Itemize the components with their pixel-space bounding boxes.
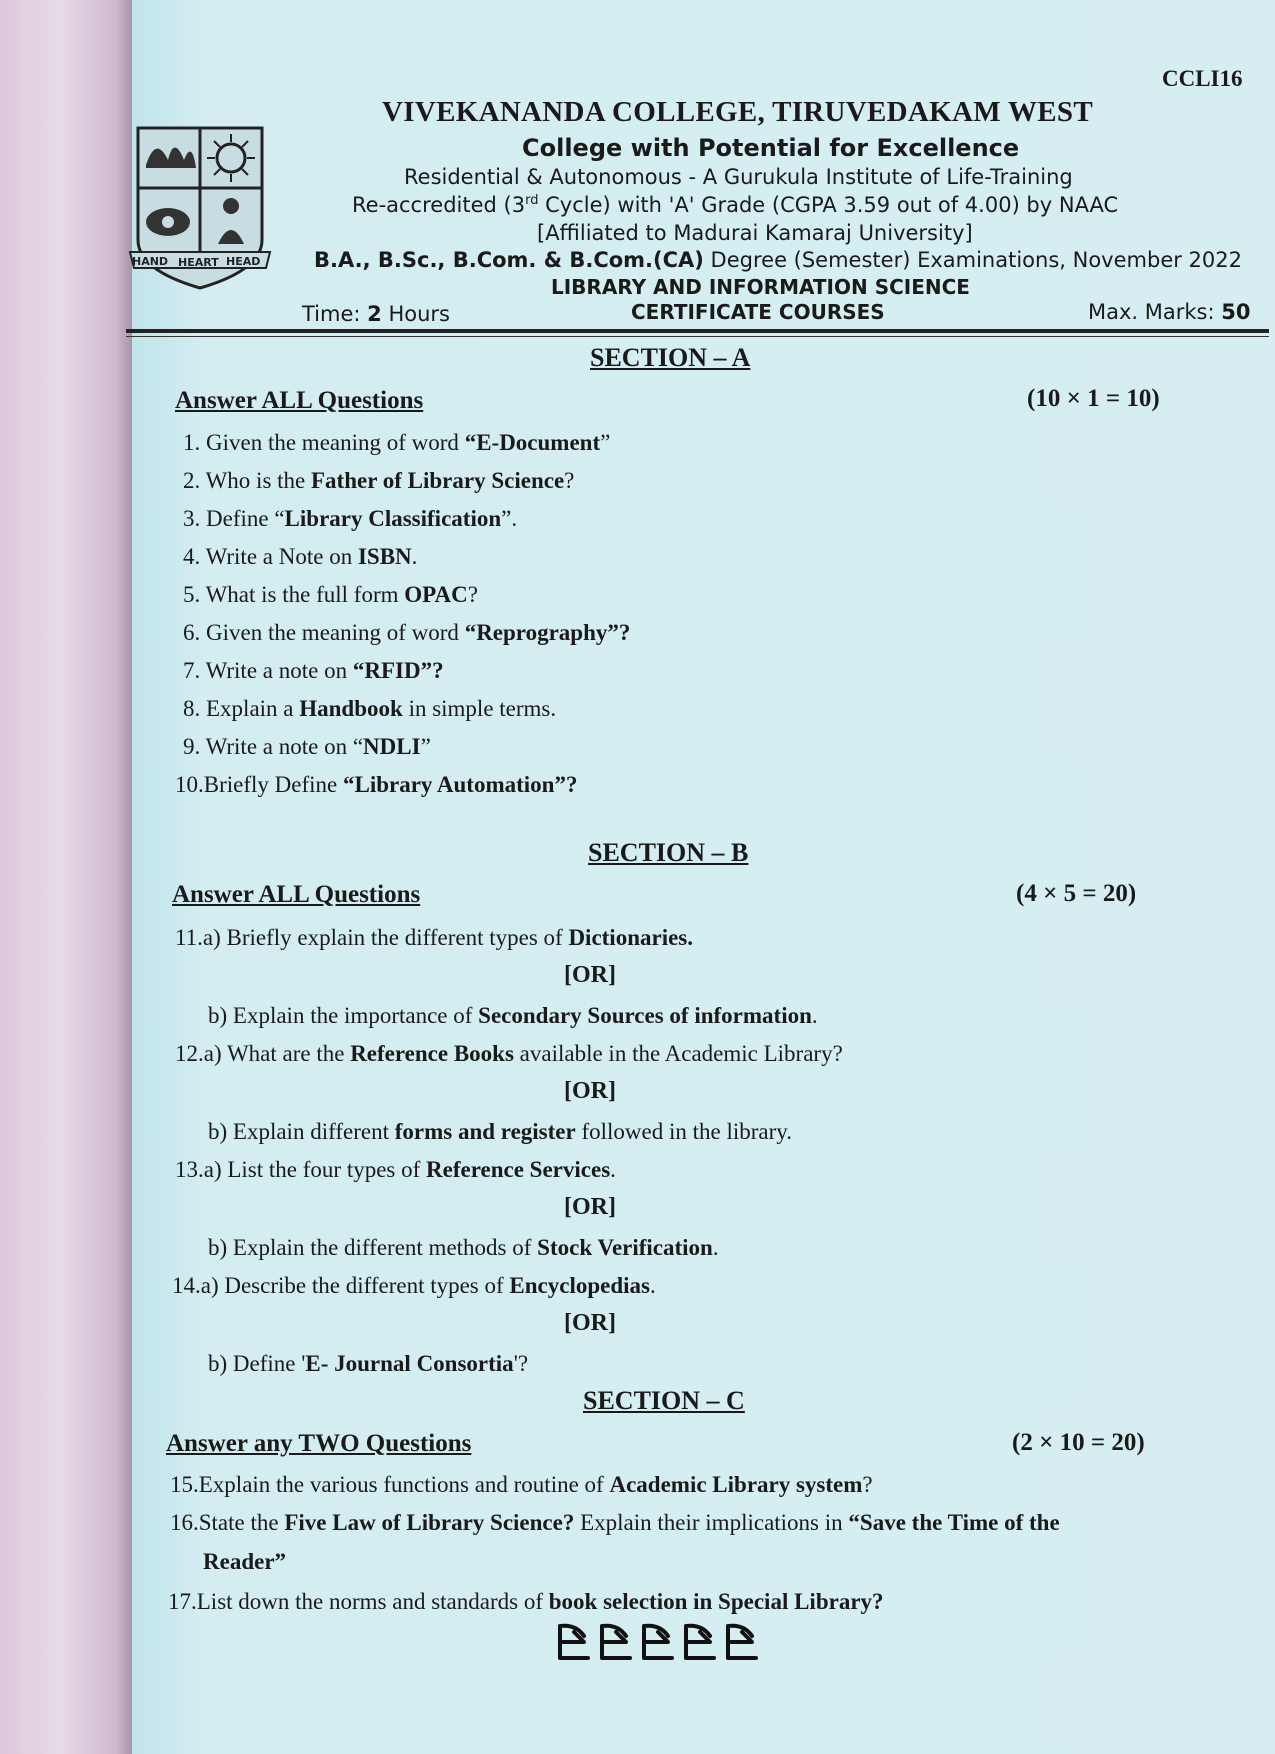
section-c-title: SECTION – C	[583, 1386, 745, 1415]
college-name: VIVEKANANDA COLLEGE, TIRUVEDAKAM WEST	[382, 96, 1093, 128]
section-a-title: SECTION – A	[590, 343, 751, 372]
college-tagline: College with Potential for Excellence	[522, 134, 1020, 162]
book-spine	[0, 0, 132, 1754]
or-separator-14: [OR]	[564, 1310, 616, 1336]
question-3: 3. Define “Library Classification”.	[183, 506, 518, 531]
question-5: 5. What is the full form OPAC?	[183, 582, 478, 607]
question-9: 9. Write a note on “NDLI”	[183, 734, 431, 759]
section-b-title: SECTION – B	[588, 838, 749, 867]
course-title: CERTIFICATE COURSES	[631, 300, 885, 324]
question-1: 1. Given the meaning of word “E-Document”	[183, 430, 611, 455]
question-11a: 11.a) Briefly explain the different types of Dictionaries.	[175, 925, 693, 950]
motto-hand: HAND	[132, 255, 169, 268]
exam-line: B.A., B.Sc., B.Com. & B.Com.(CA) Degree (Semester) Examinations, November 2022	[314, 248, 1242, 272]
section-a-instruction: Answer ALL Questions	[175, 387, 424, 414]
question-10: 10.Briefly Define “Library Automation”?	[175, 772, 578, 797]
question-2: 2. Who is the Father of Library Science?	[183, 468, 575, 493]
max-marks: Max. Marks: 50	[1088, 300, 1251, 324]
or-separator-13: [OR]	[564, 1194, 616, 1220]
question-14b: b) Define 'E- Journal Consortia'?	[208, 1351, 529, 1376]
affiliation-line: [Affiliated to Madurai Kamaraj University]	[537, 221, 973, 245]
question-13a: 13.a) List the four types of Reference Services.	[175, 1157, 616, 1182]
question-4: 4. Write a Note on ISBN.	[183, 544, 418, 569]
subject-title: LIBRARY AND INFORMATION SCIENCE	[551, 275, 970, 299]
question-12a: 12.a) What are the Reference Books available in the Academic Library?	[175, 1041, 843, 1066]
section-c-instruction: Answer any TWO Questions	[166, 1430, 472, 1457]
question-16: 16.State the Five Law of Library Science? Explain their implications in “Save the Time of the	[170, 1510, 1060, 1535]
question-8: 8. Explain a Handbook in simple terms.	[183, 696, 557, 721]
section-b-marks: (4 × 5 = 20)	[1016, 880, 1137, 907]
question-6: 6. Given the meaning of word “Reprography”?	[183, 620, 631, 645]
question-7: 7. Write a note on “RFID”?	[183, 658, 444, 683]
section-b-instruction: Answer ALL Questions	[172, 881, 421, 908]
time-allowed: Time: 2 Hours	[302, 302, 450, 326]
question-14a: 14.a) Describe the different types of Encyclopedias.	[172, 1273, 656, 1298]
accreditation-line: Re-accredited (3rd Cycle) with 'A' Grade (CGPA 3.59 out of 4.00) by NAAC	[352, 193, 1119, 217]
college-emblem-icon	[126, 120, 274, 298]
question-16-continued: Reader”	[203, 1549, 287, 1574]
section-a-marks: (10 × 1 = 10)	[1027, 385, 1160, 412]
or-separator-12: [OR]	[564, 1078, 616, 1104]
question-13b: b) Explain the different methods of Stock Verification.	[208, 1235, 719, 1260]
header-divider	[126, 329, 1269, 333]
college-description: Residential & Autonomous - A Gurukula Institute of Life-Training	[404, 165, 1073, 189]
question-12b: b) Explain different forms and register followed in the library.	[208, 1119, 793, 1144]
header-divider-thin	[126, 336, 1269, 337]
question-15: 15.Explain the various functions and routine of Academic Library system?	[170, 1472, 873, 1497]
question-17: 17.List down the norms and standards of book selection in Special Library?	[168, 1589, 884, 1614]
motto-head: HEAD	[226, 255, 261, 268]
ending-flourish-icon	[554, 1618, 784, 1664]
or-separator-11: [OR]	[564, 962, 616, 988]
motto-heart: HEART	[178, 256, 219, 269]
section-c-marks: (2 × 10 = 20)	[1012, 1429, 1145, 1456]
question-11b: b) Explain the importance of Secondary Sources of information.	[208, 1003, 818, 1028]
paper-code: CCLI16	[1162, 66, 1243, 91]
